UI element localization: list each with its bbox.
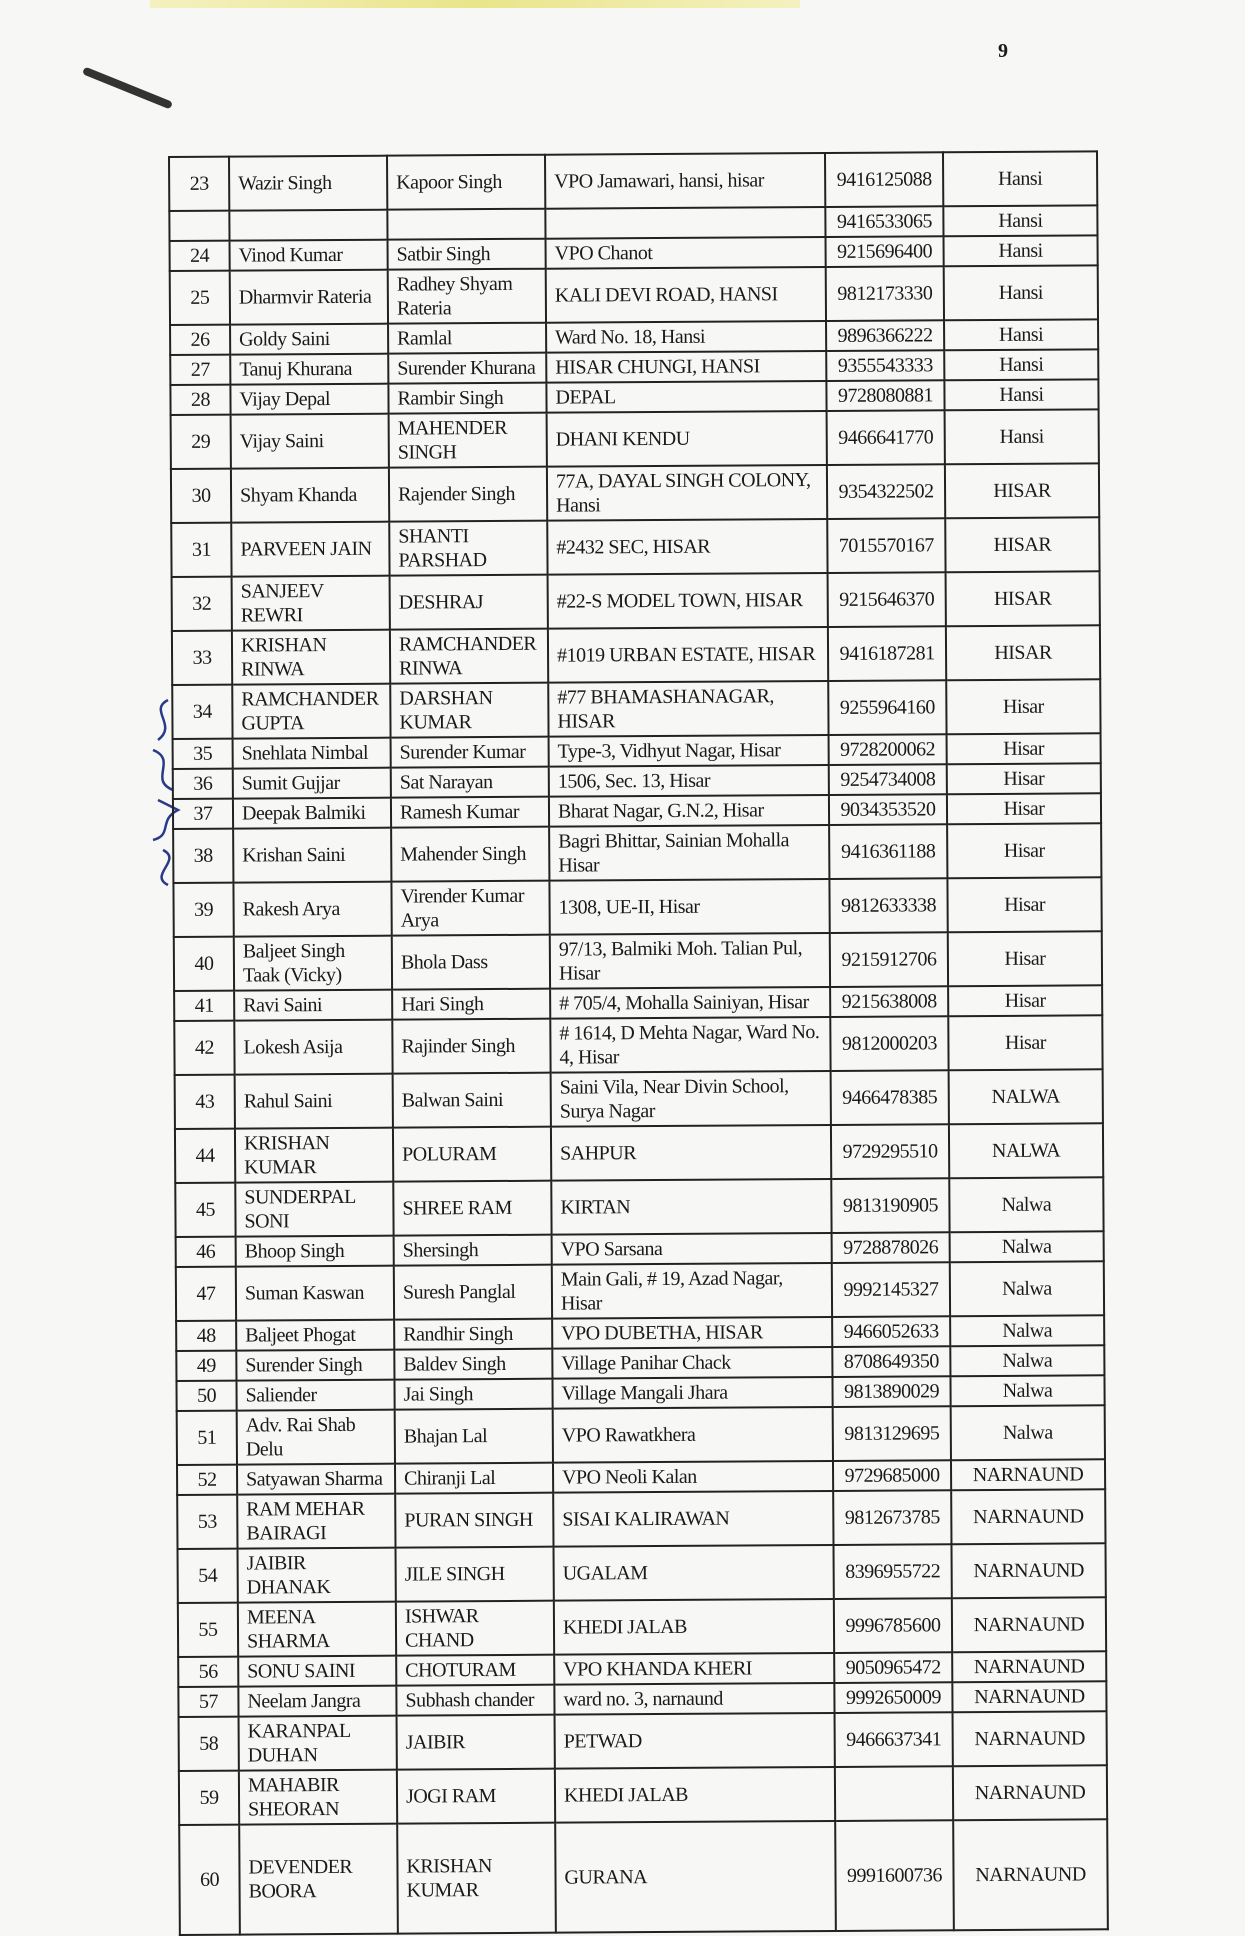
cell-address: 77A, DAYAL SINGH COLONY, Hansi	[547, 465, 827, 521]
cell-phone: 9729685000	[833, 1460, 951, 1491]
cell-name: Adv. Rai Shab Delu	[237, 1410, 395, 1465]
cell-address: VPO Jamawari, hansi, hisar	[545, 153, 825, 209]
cell-address: 1506, Sec. 13, Hisar	[549, 765, 829, 797]
cell-serial-number: 25	[170, 271, 230, 325]
cell-name: Goldy Saini	[230, 324, 388, 355]
cell-father-name: JOGI RAM	[397, 1769, 555, 1824]
cell-phone: 9254734008	[829, 764, 947, 795]
cell-area: Hisar	[948, 985, 1102, 1016]
cell-phone: 7015570167	[827, 518, 945, 573]
cell-phone: 9812633338	[829, 878, 947, 933]
cell-phone: 9034353520	[829, 794, 947, 825]
cell-phone: 9812673785	[833, 1490, 951, 1545]
cell-name: Sumit Gujjar	[233, 768, 391, 799]
cell-area: HISAR	[946, 571, 1100, 626]
cell-address: DHANI KENDU	[547, 411, 827, 467]
cell-area: Hansi	[944, 235, 1098, 266]
cell-area: NARNAUND	[952, 1651, 1106, 1682]
cell-area: Hisar	[946, 679, 1100, 734]
cell-name: Vinod Kumar	[230, 240, 388, 271]
cell-father-name: Rambir Singh	[388, 383, 546, 414]
cell-father-name: Rajender Singh	[389, 467, 547, 522]
table-row	[179, 1711, 1107, 1771]
cell-name: Shyam Khanda	[231, 468, 389, 523]
cell-address	[545, 207, 825, 239]
cell-address: KIRTAN	[551, 1179, 831, 1235]
table-row	[175, 1177, 1103, 1237]
cell-name: SUNDERPAL SONI	[235, 1182, 393, 1237]
cell-area: Nalwa	[950, 1345, 1104, 1376]
cell-address: Saini Vila, Near Divin School, Surya Nagar	[551, 1071, 831, 1127]
table-row	[169, 151, 1097, 211]
cell-father-name: Rajinder Singh	[392, 1019, 550, 1074]
table-row	[177, 1489, 1105, 1549]
cell-father-name: Sat Narayan	[391, 767, 549, 798]
table-row	[175, 1123, 1103, 1183]
cell-name: Rahul Saini	[235, 1074, 393, 1129]
cell-address: Village Panihar Chack	[552, 1347, 832, 1379]
cell-area: NARNAUND	[953, 1819, 1108, 1930]
cell-area: Nalwa	[950, 1261, 1104, 1316]
cell-area: Hisar	[947, 763, 1101, 794]
cell-serial-number: 60	[179, 1825, 240, 1935]
cell-phone: 9466637341	[835, 1712, 953, 1767]
table-row	[170, 265, 1098, 325]
cell-name	[229, 210, 387, 241]
cell-name: RAMCHANDER GUPTA	[232, 684, 390, 739]
cell-serial-number: 28	[170, 385, 230, 415]
cell-area: Hisar	[948, 931, 1102, 986]
cell-area: Hisar	[947, 877, 1101, 932]
cell-serial-number: 49	[176, 1351, 236, 1381]
cell-father-name: DARSHAN KUMAR	[390, 683, 548, 738]
cell-name: MAHABIR SHEORAN	[239, 1770, 397, 1825]
cell-phone: 9215646370	[828, 572, 946, 627]
cell-area: Hansi	[945, 409, 1099, 464]
cell-father-name: JAIBIR	[397, 1715, 555, 1770]
cell-serial-number: 46	[176, 1237, 236, 1267]
cell-address: 1308, UE-II, Hisar	[549, 879, 829, 935]
cell-phone: 8396955722	[833, 1544, 951, 1599]
cell-father-name: Randhir Singh	[394, 1319, 552, 1350]
cell-serial-number: 35	[173, 739, 233, 769]
cell-phone	[835, 1766, 953, 1821]
cell-name: SANJEEV REWRI	[232, 576, 390, 631]
cell-name: Satyawan Sharma	[237, 1464, 395, 1495]
cell-name: KRISHAN KUMAR	[235, 1128, 393, 1183]
cell-serial-number: 33	[172, 631, 232, 685]
cell-address: VPO Neoli Kalan	[553, 1461, 833, 1493]
cell-father-name: DESHRAJ	[390, 575, 548, 630]
cell-area: HISAR	[946, 625, 1100, 680]
cell-area: NARNAUND	[953, 1765, 1107, 1820]
cell-serial-number	[169, 211, 229, 241]
cell-area: NARNAUND	[953, 1711, 1107, 1766]
cell-area: Hisar	[947, 793, 1101, 824]
table-row	[175, 1069, 1103, 1129]
cell-serial-number: 26	[170, 325, 230, 355]
cell-address: Type-3, Vidhyut Nagar, Hisar	[549, 735, 829, 767]
cell-phone: 9729295510	[831, 1124, 949, 1179]
cell-address: Main Gali, # 19, Azad Nagar, Hisar	[552, 1263, 832, 1319]
page-number: 9	[998, 40, 1008, 62]
cell-phone: 9215912706	[830, 932, 948, 987]
cell-address: PETWAD	[555, 1713, 835, 1769]
cell-area: Nalwa	[951, 1405, 1105, 1460]
cell-area: NALWA	[949, 1069, 1103, 1124]
cell-phone: 9416361188	[829, 824, 947, 879]
cell-serial-number: 38	[173, 829, 233, 883]
cell-serial-number: 56	[178, 1657, 238, 1687]
cell-area: Hansi	[943, 151, 1097, 206]
table-row	[179, 1819, 1108, 1935]
cell-address: # 1614, D Mehta Nagar, Ward No. 4, Hisar	[550, 1017, 830, 1073]
pen-mark	[82, 66, 173, 109]
cell-name: Suman Kaswan	[236, 1266, 394, 1321]
cell-serial-number: 39	[173, 883, 233, 937]
cell-address: HISAR CHUNGI, HANSI	[546, 351, 826, 383]
cell-address: Village Mangali Jhara	[552, 1377, 832, 1409]
cell-area: HISAR	[945, 517, 1099, 572]
cell-phone: 9896366222	[826, 320, 944, 351]
cell-serial-number: 54	[178, 1549, 238, 1603]
cell-name: DEVENDER BOORA	[239, 1824, 398, 1935]
cell-serial-number: 47	[176, 1267, 236, 1321]
cell-father-name: Subhash chander	[396, 1685, 554, 1716]
cell-phone: 9255964160	[828, 680, 946, 735]
cell-serial-number: 31	[171, 523, 231, 577]
cell-address: VPO Sarsana	[552, 1233, 832, 1265]
cell-phone: 9813129695	[833, 1406, 951, 1461]
cell-serial-number: 32	[172, 577, 232, 631]
cell-father-name: POLURAM	[393, 1127, 551, 1182]
cell-serial-number: 45	[175, 1183, 235, 1237]
cell-serial-number: 36	[173, 769, 233, 799]
cell-area: Hansi	[944, 265, 1098, 320]
cell-address: 97/13, Balmiki Moh. Talian Pul, Hisar	[550, 933, 830, 989]
table-row	[172, 625, 1100, 685]
cell-father-name	[387, 209, 545, 240]
cell-father-name: Shersingh	[394, 1235, 552, 1266]
cell-serial-number: 48	[176, 1321, 236, 1351]
cell-name: Wazir Singh	[229, 156, 387, 211]
cell-address: SAHPUR	[551, 1125, 831, 1181]
cell-area: Hansi	[944, 379, 1098, 410]
cell-name: Neelam Jangra	[238, 1686, 396, 1717]
cell-father-name: JILE SINGH	[396, 1547, 554, 1602]
cell-serial-number: 40	[174, 937, 234, 991]
cell-phone: 8708649350	[832, 1346, 950, 1377]
cell-father-name: Kapoor Singh	[387, 155, 545, 210]
cell-serial-number: 34	[172, 685, 232, 739]
top-edge-highlight	[150, 0, 800, 8]
cell-serial-number: 29	[171, 415, 231, 469]
cell-area: NARNAUND	[952, 1681, 1106, 1712]
cell-serial-number: 42	[174, 1021, 234, 1075]
cell-address: VPO Chanot	[546, 237, 826, 269]
cell-father-name: KRISHAN KUMAR	[397, 1823, 556, 1934]
cell-name: RAM MEHAR BAIRAGI	[237, 1494, 395, 1549]
table-row	[171, 463, 1099, 523]
cell-name: Baljeet Singh Taak (Vicky)	[234, 936, 392, 991]
table-row	[172, 571, 1100, 631]
cell-phone: 9215696400	[826, 236, 944, 267]
cell-name: KARANPAL DUHAN	[239, 1716, 397, 1771]
cell-address: KHEDI JALAB	[555, 1767, 835, 1823]
cell-father-name: Ramlal	[388, 323, 546, 354]
cell-area: Hisar	[947, 823, 1101, 878]
table-row	[173, 823, 1101, 883]
cell-area: NARNAUND	[951, 1489, 1105, 1544]
cell-area: Nalwa	[949, 1177, 1103, 1232]
cell-name: Saliender	[236, 1380, 394, 1411]
cell-phone: 9813190905	[831, 1178, 949, 1233]
cell-name: SONU SAINI	[238, 1656, 396, 1687]
cell-serial-number: 57	[178, 1687, 238, 1717]
cell-name: Baljeet Phogat	[236, 1320, 394, 1351]
cell-area: Hansi	[944, 319, 1098, 350]
cell-name: Ravi Saini	[234, 990, 392, 1021]
cell-area: Nalwa	[950, 1231, 1104, 1262]
cell-phone: 9813890029	[832, 1376, 950, 1407]
cell-phone: 9991600736	[835, 1820, 954, 1931]
cell-father-name: Suresh Panglal	[394, 1265, 552, 1320]
cell-phone: 9812173330	[826, 266, 944, 321]
table-row	[171, 517, 1099, 577]
table-row	[176, 1261, 1104, 1321]
cell-address: GURANA	[555, 1821, 836, 1933]
cell-area: NARNAUND	[952, 1597, 1106, 1652]
cell-address: KHEDI JALAB	[554, 1599, 834, 1655]
cell-phone: 9355543333	[826, 350, 944, 381]
cell-phone: 9728878026	[832, 1232, 950, 1263]
cell-address: UGALAM	[554, 1545, 834, 1601]
cell-phone: 9992145327	[832, 1262, 950, 1317]
cell-father-name: Bhola Dass	[392, 935, 550, 990]
cell-name: Deepak Balmiki	[233, 798, 391, 829]
cell-phone: 9416187281	[828, 626, 946, 681]
cell-area: Nalwa	[950, 1315, 1104, 1346]
cell-address: KALI DEVI ROAD, HANSI	[546, 267, 826, 323]
cell-father-name: Surender Khurana	[388, 353, 546, 384]
cell-name: Rakesh Arya	[233, 882, 391, 937]
cell-phone: 9996785600	[834, 1598, 952, 1653]
cell-name: Surender Singh	[236, 1350, 394, 1381]
cell-name: KRISHAN RINWA	[232, 630, 390, 685]
table-row	[174, 931, 1102, 991]
table-row	[174, 1015, 1102, 1075]
cell-name: Tanuj Khurana	[230, 354, 388, 385]
contact-table	[168, 150, 1109, 1936]
cell-address: Bagri Bhittar, Sainian Mohalla Hisar	[549, 825, 829, 881]
cell-serial-number: 55	[178, 1603, 238, 1657]
cell-serial-number: 59	[179, 1771, 239, 1825]
cell-address: Ward No. 18, Hansi	[546, 321, 826, 353]
cell-father-name: Jai Singh	[394, 1379, 552, 1410]
cell-serial-number: 23	[169, 157, 229, 211]
cell-serial-number: 30	[171, 469, 231, 523]
cell-phone: 9416533065	[825, 206, 943, 237]
table-row	[179, 1765, 1107, 1825]
cell-phone: 9812000203	[830, 1016, 948, 1071]
cell-area: HISAR	[945, 463, 1099, 518]
cell-name: Snehlata Nimbal	[233, 738, 391, 769]
cell-serial-number: 44	[175, 1129, 235, 1183]
cell-serial-number: 50	[176, 1381, 236, 1411]
cell-father-name: Radhey Shyam Rateria	[388, 269, 546, 324]
cell-father-name: Bhajan Lal	[395, 1409, 553, 1464]
cell-phone: 9466641770	[827, 410, 945, 465]
cell-name: Vijay Depal	[230, 384, 388, 415]
table-row	[178, 1543, 1106, 1603]
cell-father-name: CHOTURAM	[396, 1655, 554, 1686]
cell-father-name: SHANTI PARSHAD	[389, 521, 547, 576]
table-row	[172, 679, 1100, 739]
cell-address: #2432 SEC, HISAR	[547, 519, 827, 575]
cell-name: Dharmvir Rateria	[230, 270, 388, 325]
cell-area: Nalwa	[950, 1375, 1104, 1406]
cell-name: Bhoop Singh	[236, 1236, 394, 1267]
table-row	[171, 409, 1099, 469]
cell-father-name: Virender Kumar Arya	[391, 881, 549, 936]
cell-address: VPO KHANDA KHERI	[554, 1653, 834, 1685]
cell-father-name: PURAN SINGH	[395, 1493, 553, 1548]
cell-father-name: ISHWAR CHAND	[396, 1601, 554, 1656]
cell-father-name: Chiranji Lal	[395, 1463, 553, 1494]
cell-address: #1019 URBAN ESTATE, HISAR	[548, 627, 828, 683]
cell-area: NARNAUND	[951, 1543, 1105, 1598]
cell-address: #77 BHAMASHANAGAR, HISAR	[548, 681, 828, 737]
cell-father-name: RAMCHANDER RINWA	[390, 629, 548, 684]
cell-phone: 9992650009	[834, 1682, 952, 1713]
cell-father-name: Surender Kumar	[391, 737, 549, 768]
cell-name: Vijay Saini	[231, 414, 389, 469]
cell-serial-number: 27	[170, 355, 230, 385]
cell-phone: 9050965472	[834, 1652, 952, 1683]
cell-serial-number: 51	[177, 1411, 237, 1465]
cell-father-name: MAHENDER SINGH	[389, 413, 547, 468]
cell-serial-number: 53	[177, 1495, 237, 1549]
cell-address: Bharat Nagar, G.N.2, Hisar	[549, 795, 829, 827]
cell-serial-number: 43	[175, 1075, 235, 1129]
table-row	[177, 1405, 1105, 1465]
cell-phone: 9466478385	[831, 1070, 949, 1125]
cell-name: PARVEEN JAIN	[231, 522, 389, 577]
cell-serial-number: 58	[179, 1717, 239, 1771]
cell-area: NARNAUND	[951, 1459, 1105, 1490]
cell-address: VPO DUBETHA, HISAR	[552, 1317, 832, 1349]
cell-address: SISAI KALIRAWAN	[553, 1491, 833, 1547]
cell-serial-number: 41	[174, 991, 234, 1021]
cell-name: JAIBIR DHANAK	[238, 1548, 396, 1603]
table-row	[178, 1597, 1106, 1657]
cell-serial-number: 37	[173, 799, 233, 829]
cell-address: VPO Rawatkhera	[553, 1407, 833, 1463]
cell-father-name: Hari Singh	[392, 989, 550, 1020]
cell-father-name: Mahender Singh	[391, 827, 549, 882]
cell-phone: 9728080881	[826, 380, 944, 411]
cell-father-name: Satbir Singh	[388, 239, 546, 270]
cell-area: Hansi	[944, 349, 1098, 380]
cell-area: NALWA	[949, 1123, 1103, 1178]
cell-name: MEENA SHARMA	[238, 1602, 396, 1657]
cell-address: DEPAL	[546, 381, 826, 413]
cell-father-name: Balwan Saini	[393, 1073, 551, 1128]
cell-address: # 705/4, Mohalla Sainiyan, Hisar	[550, 987, 830, 1019]
cell-phone: 9728200062	[829, 734, 947, 765]
cell-area: Hisar	[948, 1015, 1102, 1070]
cell-father-name: SHREE RAM	[393, 1181, 551, 1236]
cell-father-name: Ramesh Kumar	[391, 797, 549, 828]
cell-phone: 9416125088	[825, 152, 943, 207]
cell-phone: 9215638008	[830, 986, 948, 1017]
cell-name: Lokesh Asija	[234, 1020, 392, 1075]
cell-address: #22-S MODEL TOWN, HISAR	[548, 573, 828, 629]
cell-father-name: Baldev Singh	[394, 1349, 552, 1380]
cell-address: ward no. 3, narnaund	[554, 1683, 834, 1715]
cell-phone: 9354322502	[827, 464, 945, 519]
cell-area: Hansi	[943, 205, 1097, 236]
cell-serial-number: 24	[170, 241, 230, 271]
cell-name: Krishan Saini	[233, 828, 391, 883]
cell-phone: 9466052633	[832, 1316, 950, 1347]
cell-area: Hisar	[947, 733, 1101, 764]
table-row	[173, 877, 1101, 937]
cell-serial-number: 52	[177, 1465, 237, 1495]
